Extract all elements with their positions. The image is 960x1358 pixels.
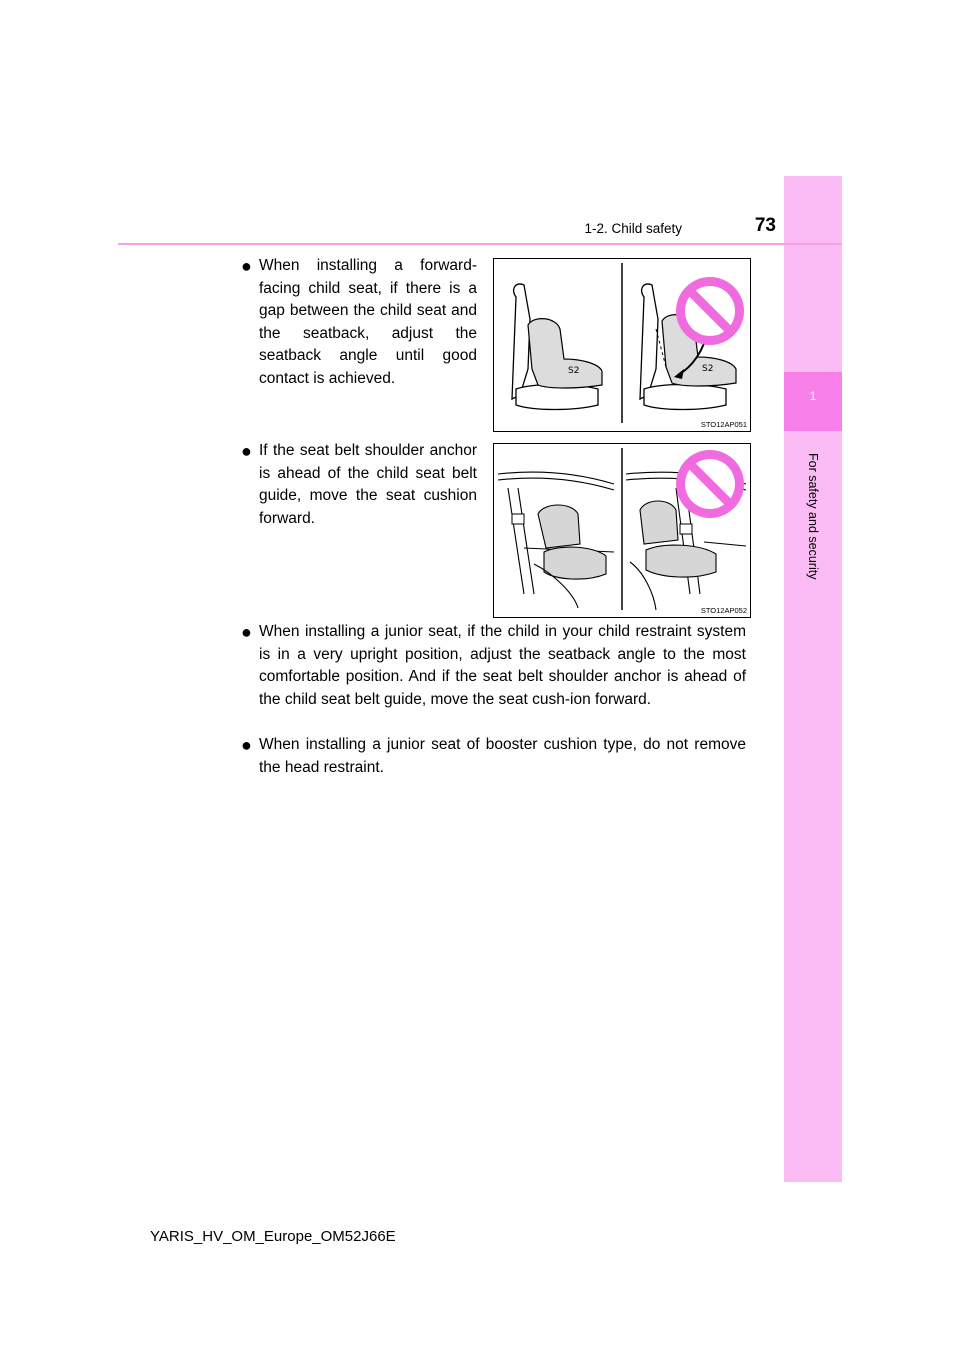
car-interior-illustration — [494, 444, 750, 617]
section-title: 1-2. Child safety — [584, 221, 682, 236]
figure-shoulder-anchor — [493, 443, 751, 618]
bullet-text: When installing a forward-facing child seat, if there is a gap between the child seat and the seatback, adjust the seatback angle until good contact is achieved. — [259, 257, 477, 387]
prohibited-icon — [676, 277, 744, 345]
document-footer: YARIS_HV_OM_Europe_OM52J66E — [150, 1228, 396, 1245]
svg-text:S2: S2 — [568, 366, 580, 376]
header-rule — [118, 243, 842, 245]
figure-seatback-gap — [493, 258, 751, 432]
bullet-text: If the seat belt shoulder anchor is ahead of the child seat belt guide, move the seat cushion forward. — [259, 442, 477, 527]
bullet-text: When installing a junior seat of booster cushion type, do not remove the head restraint. — [259, 736, 746, 776]
svg-text:S2: S2 — [702, 364, 714, 374]
seat-illustration — [494, 259, 750, 431]
bullet-marker: ● — [241, 441, 252, 461]
side-tab — [784, 176, 842, 1182]
bullet-text: When installing a junior seat, if the child in your child restraint system is in a very upright position, adjust the seatback angle to the most comfortable position. And if the seat belt shoulder anchor is ahead of the child seat belt guide, move the seat cush-ion forward. — [259, 623, 746, 708]
page-number: 73 — [754, 215, 776, 236]
prohibited-icon — [676, 450, 744, 518]
bullet-marker: ● — [241, 622, 252, 642]
bullet-marker: ● — [241, 735, 252, 755]
figure-code: STO12AP052 — [700, 606, 747, 615]
chapter-title: For safety and security — [806, 452, 820, 580]
figure-code: STO12AP051 — [700, 420, 747, 429]
chapter-number: 1 — [809, 389, 817, 403]
bullet-marker: ● — [241, 256, 252, 276]
